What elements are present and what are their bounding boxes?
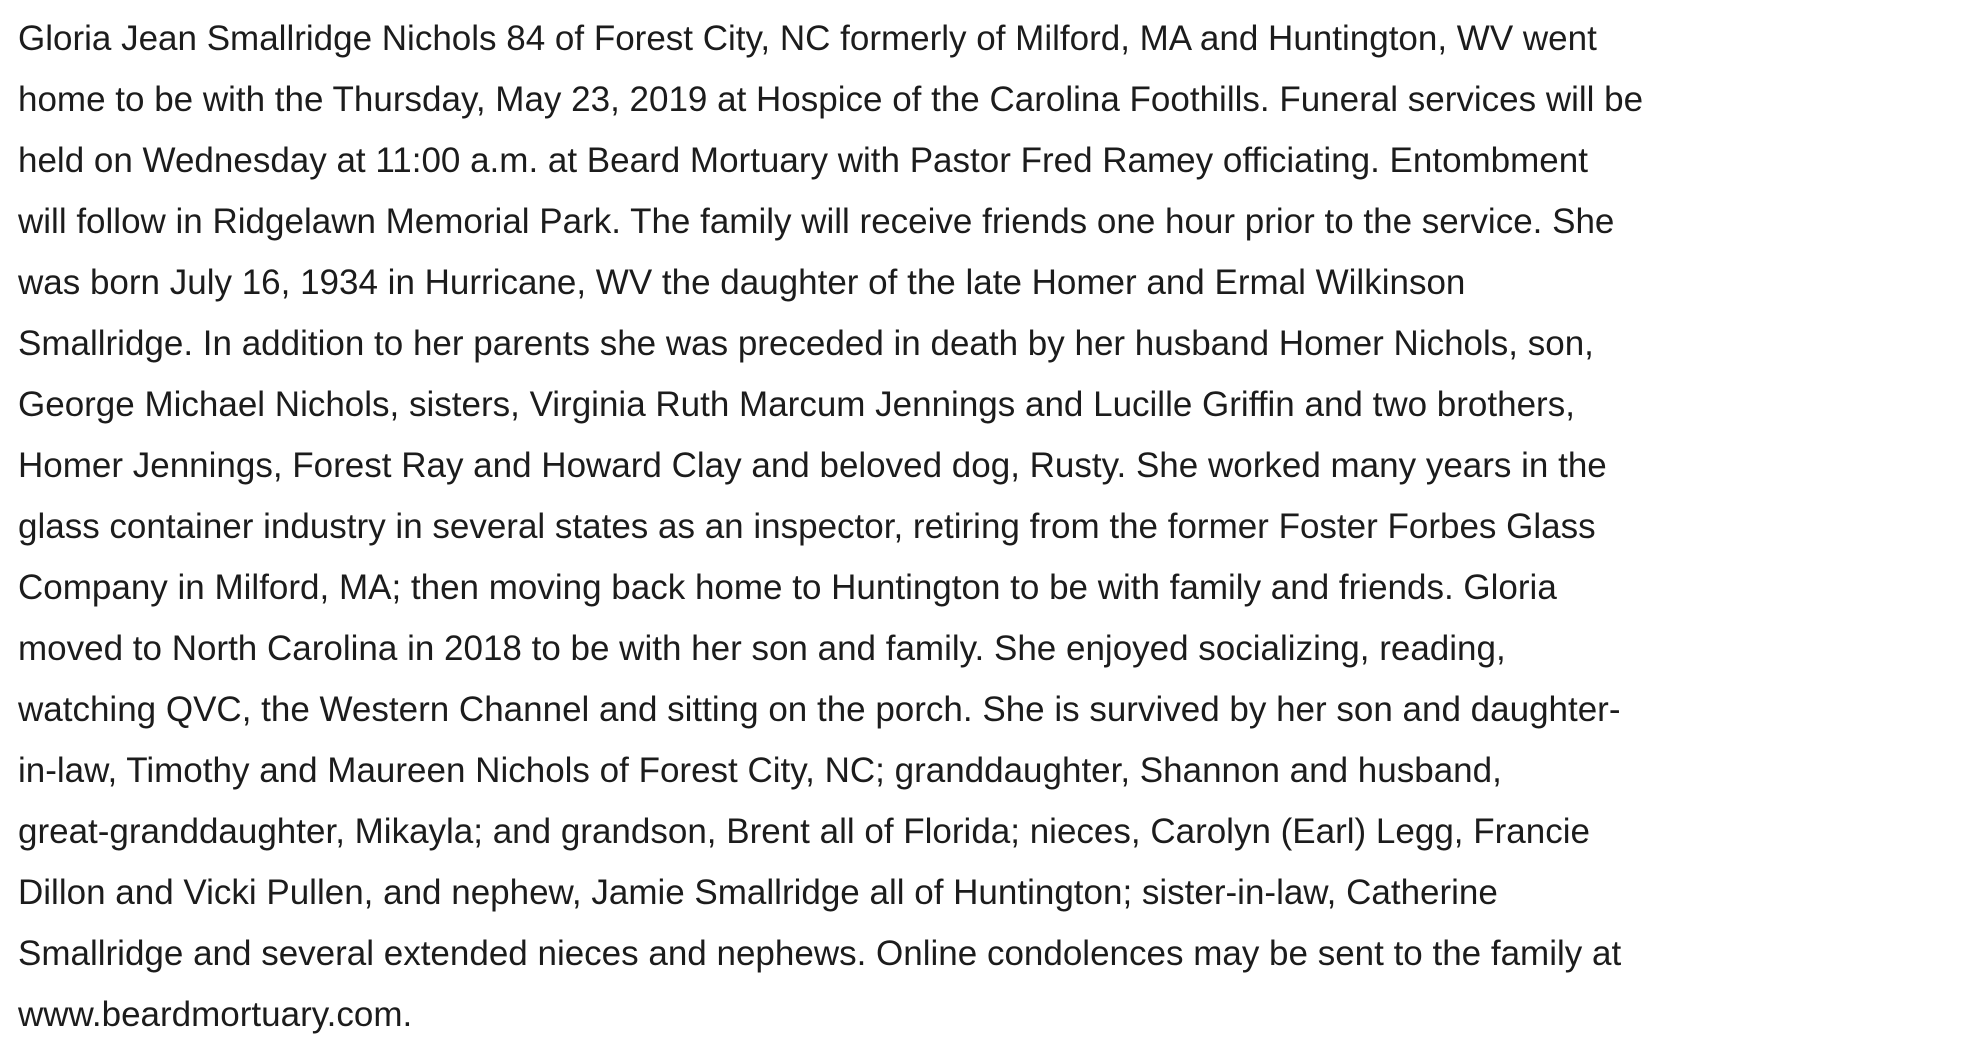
text-line: great-granddaughter, Mikayla; and grandson, Brent all of Florida; nieces, Carolyn (Earl) Legg, Francie (18, 812, 1590, 851)
text-line: Homer Jennings, Forest Ray and Howard Clay and beloved dog, Rusty. She worked many years in the (18, 446, 1607, 485)
obituary-text (18, 8, 1968, 1045)
text-line: Gloria Jean Smallridge Nichols 84 of Forest City, NC formerly of Milford, MA and Huntington, WV went (18, 19, 1597, 58)
text-line: was born July 16, 1934 in Hurricane, WV the daughter of the late Homer and Ermal Wilkinson (18, 263, 1466, 302)
text-line: moved to North Carolina in 2018 to be with her son and family. She enjoyed socializing, reading, (18, 629, 1506, 668)
text-line: watching QVC, the Western Channel and sitting on the porch. She is survived by her son and daughter- (18, 690, 1621, 729)
text-line: Dillon and Vicki Pullen, and nephew, Jamie Smallridge all of Huntington; sister-in-law, Catherine (18, 873, 1498, 912)
text-line: George Michael Nichols, sisters, Virginia Ruth Marcum Jennings and Lucille Griffin and two brothers, (18, 385, 1575, 424)
text-line: Company in Milford, MA; then moving back home to Huntington to be with family and friends. Gloria (18, 568, 1557, 607)
text-line: glass container industry in several states as an inspector, retiring from the former Foster Forbes Glass (18, 507, 1596, 546)
text-line: will follow in Ridgelawn Memorial Park. The family will receive friends one hour prior to the service. She (18, 202, 1615, 241)
website-link-text: www.beardmortuary.com. (18, 995, 413, 1034)
text-line: Smallridge and several extended nieces and nephews. Online condolences may be sent to the family at (18, 934, 1622, 973)
text-line: home to be with the Thursday, May 23, 2019 at Hospice of the Carolina Foothills. Funeral services will be (18, 80, 1644, 119)
text-line: held on Wednesday at 11:00 a.m. at Beard Mortuary with Pastor Fred Ramey officiating. Entombment (18, 141, 1588, 180)
text-line: in-law, Timothy and Maureen Nichols of Forest City, NC; granddaughter, Shannon and husband, (18, 751, 1502, 790)
text-line: Smallridge. In addition to her parents she was preceded in death by her husband Homer Nichols, son, (18, 324, 1594, 363)
